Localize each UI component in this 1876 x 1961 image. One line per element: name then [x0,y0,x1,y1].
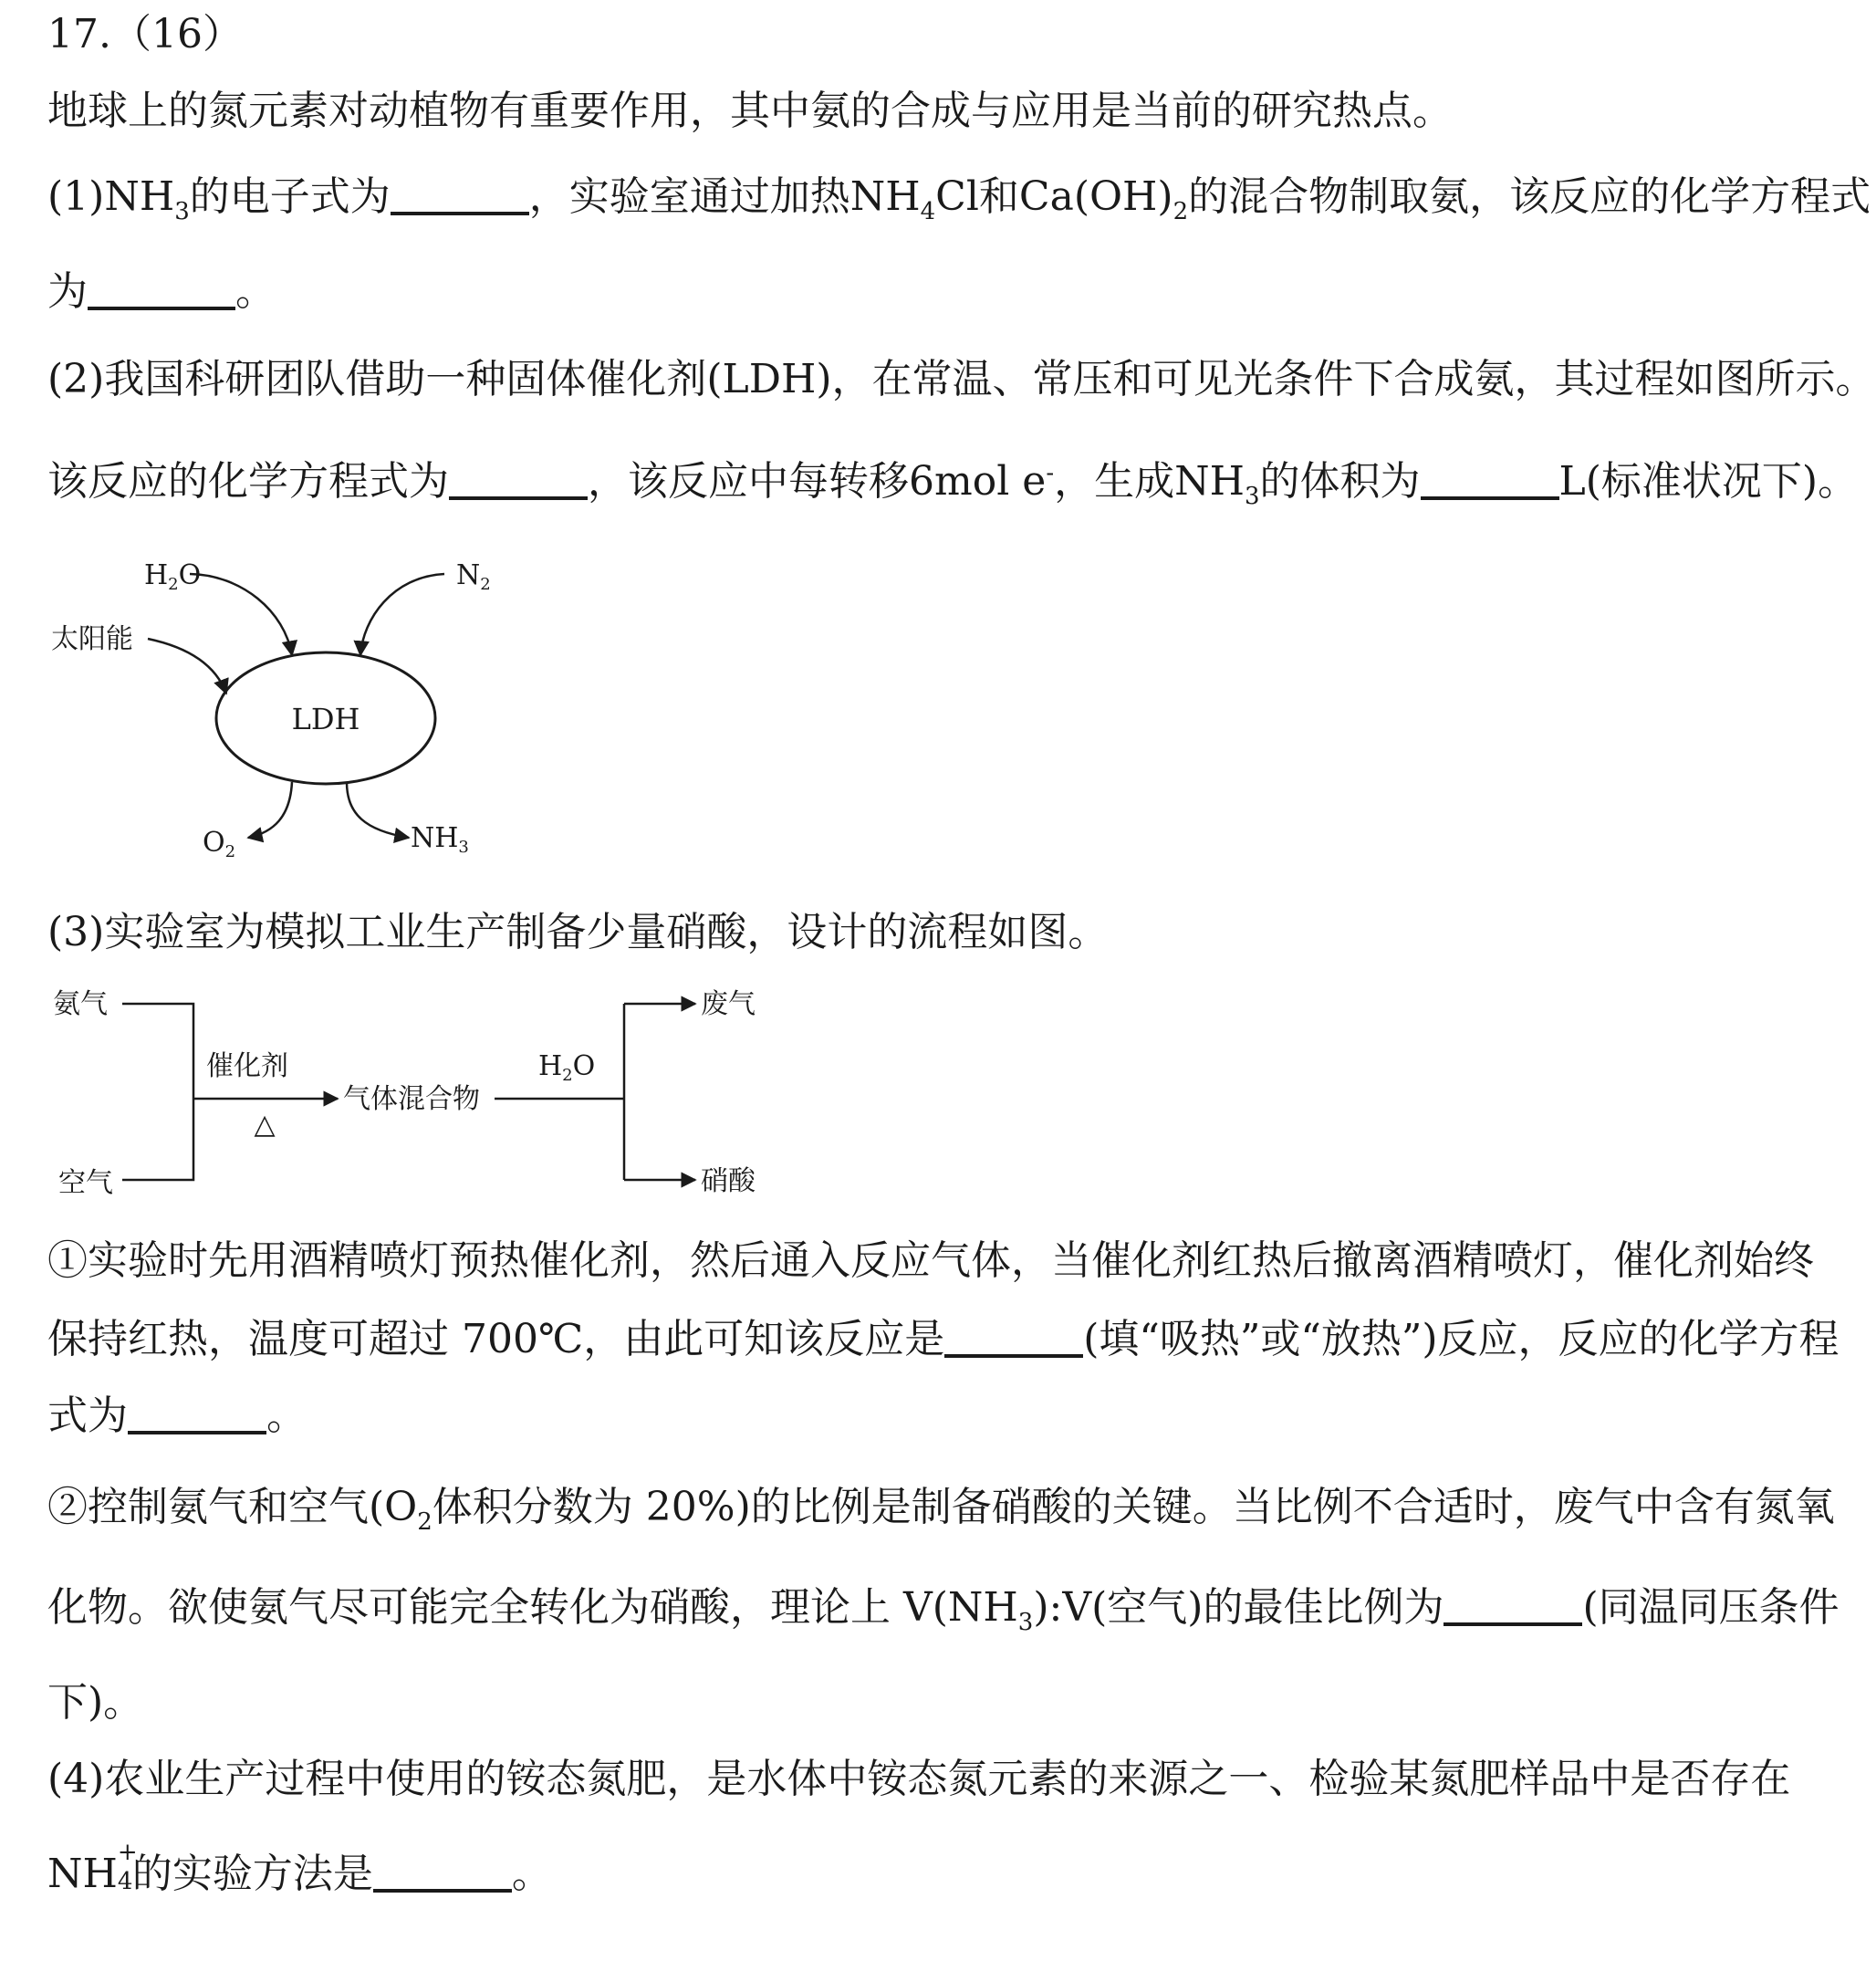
text: ，实验室通过加热 [528,173,850,220]
part1-label: (1) [47,173,105,220]
text: 实验室为模拟工业生产制备少量硝酸，设计的流程如图。 [104,909,1109,955]
text: 式为 [47,1393,128,1439]
ammonia-arrow [347,782,409,838]
part1-line2 [47,265,276,319]
ammonia-label: $NH_3$ [411,822,469,857]
part4-line1 [47,1752,1790,1807]
text: 我国科研团队借助一种固体催化剂(LDH)，在常温、常压和可见光条件下合成氨，其过程如图所示。 [104,356,1876,402]
text: (同温同压条件 [1582,1584,1840,1631]
part2-line2 [47,454,1858,509]
text: 为 [47,268,88,315]
part2-label: (2) [47,356,105,402]
formula-subscript: 3 [1244,482,1260,510]
oxygen-label: $O_2$ [203,827,236,861]
formula-text: Cl [935,173,979,220]
text: 。 [266,1393,307,1439]
catalyst-label: 催化剂 [206,1050,288,1082]
solar-energy-label: 太阳能 [51,623,133,655]
part3-sub1-line3 [47,1389,307,1444]
text: 体积分数为 20%)的比例是制备硝酸的关键。当比例不合适时，废气中含有氮氧 [432,1484,1835,1530]
answer-blank-ratio[interactable] [1443,1582,1582,1626]
question-header [47,7,243,62]
part3-sub2-line3: 下)。 [47,1679,144,1726]
nitric-acid-flow-diagram [46,976,794,1205]
ammonia-input-label: 氨气 [53,988,108,1020]
text: 。 [235,268,276,315]
part3-label: (3) [47,909,105,955]
answer-blank-equation-2[interactable] [449,456,588,500]
part3-sub1-line2 [47,1312,1840,1367]
text: (填“吸热”或“放热”)反应，反应的化学方程 [1083,1316,1840,1362]
formula-subscript: 3 [1017,1608,1034,1636]
part3-line1 [47,905,1108,960]
text: 化物。欲使氨气尽可能完全转化为硝酸，理论上 V(NH [47,1584,1018,1631]
part3-sub2-line1 [47,1480,1835,1535]
formula-nh3: NH [104,173,175,220]
water-reagent-label: $H_2O$ [538,1050,596,1085]
text: 该反应的化学方程式为 [47,458,449,505]
waste-gas-label: 废气 [701,988,756,1020]
nitrogen-arrow [360,574,444,655]
ldh-diagram [46,548,520,867]
answer-blank-heat-type[interactable] [944,1314,1083,1358]
input-bracket [122,1004,193,1180]
answer-blank-equation-3[interactable] [128,1391,266,1434]
part3-sub1-line1: ①实验时先用酒精喷灯预热催化剂，然后通入反应气体，当催化剂红热后撤离酒精喷灯，催化剂始终 [47,1237,1814,1284]
heat-symbol: △ [254,1109,276,1141]
part1-line1 [47,170,1871,224]
text: ):V(空气)的最佳比例为 [1033,1584,1444,1631]
part2-line1 [47,352,1876,407]
answer-blank-equation-1[interactable] [88,266,235,310]
ion-script: + 4 [117,1839,138,1895]
text: ，该反应中每转移 [588,458,909,505]
part4-label: (4) [47,1756,105,1802]
text: 的实验方法是 [131,1851,373,1897]
formula-electrons: 6mol e [909,458,1047,505]
text: 保持红热，温度可超过 700℃，由此可知该反应是 [47,1316,945,1362]
formula-caoh2: Ca(OH) [1018,173,1173,220]
text: ，生成 [1054,458,1175,505]
text: L(标准状况下)。 [1558,458,1859,505]
solar-arrow [148,639,226,694]
nitric-acid-label: 硝酸 [701,1165,756,1197]
text: ②控制氨气和空气(O [47,1484,418,1530]
formula-subscript: 3 [174,197,190,225]
text: 的体积为 [1259,458,1421,505]
formula-subscript: 2 [417,1507,433,1536]
part3-sub2-line2 [47,1580,1840,1635]
answer-blank-volume[interactable] [1421,456,1559,500]
question-number: 17. [47,11,111,57]
nitrogen-label: $N_2$ [456,559,491,594]
question-intro: 地球上的氮元素对动植物有重要作用，其中氨的合成与应用是当前的研究热点。 [47,88,1453,134]
water-label: $H_2O$ [144,559,202,594]
text: 的混合物制取氨，该反应的化学方程式 [1188,173,1871,220]
text: 。 [511,1851,552,1897]
air-input-label: 空气 [58,1167,113,1199]
water-arrow [190,574,292,655]
text: 和 [978,173,1019,220]
part4-line2 [47,1839,552,1902]
formula-nh3: NH [1174,458,1245,505]
answer-blank-electron-formula[interactable] [391,172,529,215]
formula-nh4cl: NH [849,173,921,220]
question-score: （16） [110,11,243,57]
oxygen-arrow [248,782,292,838]
text: 农业生产过程中使用的铵态氮肥，是水体中铵态氮元素的来源之一、检验某氮肥样品中是否存在 [104,1756,1791,1802]
formula-subscript: 4 [920,197,936,225]
answer-blank-test-method[interactable] [373,1849,512,1893]
formula-subscript: 2 [1172,197,1189,225]
gas-mixture-label: 气体混合物 [343,1083,480,1115]
formula-superscript: - [1046,459,1055,487]
formula-nh4-ion: NH [47,1851,118,1897]
ldh-label: LDH [291,702,360,736]
text: 的电子式为 [189,173,391,220]
